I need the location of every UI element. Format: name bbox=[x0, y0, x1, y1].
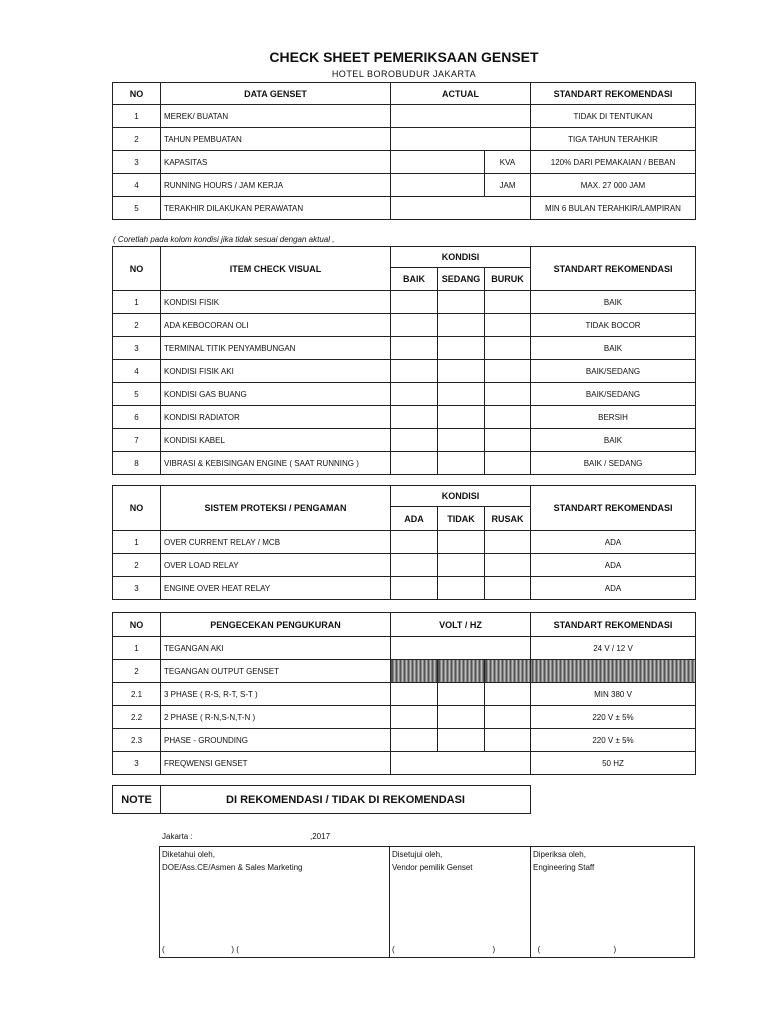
check-cell[interactable] bbox=[391, 531, 438, 554]
check-cell[interactable] bbox=[438, 554, 485, 577]
row-standart: ADA bbox=[531, 531, 696, 554]
table-row bbox=[113, 406, 696, 429]
row-item: 2 PHASE ( R-N,S-N,T-N ) bbox=[161, 706, 391, 729]
signature-line2: DOE/Ass.CE/Asmen & Sales Marketing bbox=[162, 863, 303, 872]
row-item: TEGANGAN OUTPUT GENSET bbox=[161, 660, 391, 683]
actual-cell[interactable] bbox=[391, 197, 531, 220]
row-no: 3 bbox=[113, 577, 161, 600]
header-item-check-visual: ITEM CHECK VISUAL bbox=[161, 247, 391, 291]
table-row bbox=[113, 752, 696, 775]
page-subtitle: HOTEL BOROBUDUR JAKARTA bbox=[331, 69, 477, 79]
row-item: TAHUN PEMBUATAN bbox=[161, 128, 391, 151]
row-item: KONDISI KABEL bbox=[161, 429, 391, 452]
check-cell[interactable] bbox=[485, 383, 531, 406]
row-item: KONDISI GAS BUANG bbox=[161, 383, 391, 406]
table-row bbox=[113, 531, 696, 554]
check-cell[interactable] bbox=[438, 291, 485, 314]
check-cell[interactable] bbox=[438, 383, 485, 406]
table-row bbox=[113, 314, 696, 337]
check-cell[interactable] bbox=[391, 577, 438, 600]
row-item: ENGINE OVER HEAT RELAY bbox=[161, 577, 391, 600]
row-standart: 24 V / 12 V bbox=[531, 637, 696, 660]
table-row bbox=[113, 383, 696, 406]
check-cell[interactable] bbox=[485, 314, 531, 337]
row-standart: MAX. 27 000 JAM bbox=[531, 174, 696, 197]
row-item: KONDISI FISIK AKI bbox=[161, 360, 391, 383]
row-item: TERMINAL TITIK PENYAMBUNGAN bbox=[161, 337, 391, 360]
row-no: 3 bbox=[113, 337, 161, 360]
row-item: OVER CURRENT RELAY / MCB bbox=[161, 531, 391, 554]
check-cell[interactable] bbox=[391, 314, 438, 337]
check-cell[interactable] bbox=[438, 360, 485, 383]
signature-line1: Disetujui oleh, bbox=[392, 850, 443, 859]
row-item: VIBRASI & KEBISINGAN ENGINE ( SAAT RUNNING ) bbox=[161, 452, 391, 475]
check-cell[interactable] bbox=[391, 383, 438, 406]
check-cell[interactable] bbox=[485, 577, 531, 600]
signature-bracket: ( ) bbox=[392, 945, 496, 954]
check-cell[interactable] bbox=[438, 706, 485, 729]
row-item: TERAKHIR DILAKUKAN PERAWATAN bbox=[161, 197, 391, 220]
signature-line2: Vendor pemilik Genset bbox=[392, 863, 473, 872]
check-cell[interactable] bbox=[391, 452, 438, 475]
actual-cell[interactable] bbox=[391, 105, 531, 128]
value-cell[interactable] bbox=[391, 637, 531, 660]
row-no: 2 bbox=[113, 128, 161, 151]
header-actual: ACTUAL bbox=[391, 83, 531, 105]
row-no: 5 bbox=[113, 197, 161, 220]
row-no: 2.1 bbox=[113, 683, 161, 706]
table-row bbox=[113, 660, 696, 683]
row-standart: BAIK / SEDANG bbox=[531, 452, 696, 475]
row-standart: ADA bbox=[531, 554, 696, 577]
table-row bbox=[113, 337, 696, 360]
row-no: 4 bbox=[113, 360, 161, 383]
row-no: 3 bbox=[113, 752, 161, 775]
table-row bbox=[113, 360, 696, 383]
signature-box-approved[interactable] bbox=[390, 846, 531, 958]
row-no: 1 bbox=[113, 105, 161, 128]
signature-box-acknowledged[interactable] bbox=[159, 846, 390, 958]
header-volt-hz: VOLT / HZ bbox=[391, 613, 531, 637]
header-no: NO bbox=[113, 83, 161, 105]
row-no: 4 bbox=[113, 174, 161, 197]
row-standart: MIN 6 BULAN TERAHKIR/LAMPIRAN bbox=[531, 197, 696, 220]
actual-cell[interactable] bbox=[391, 151, 485, 174]
check-cell[interactable] bbox=[391, 429, 438, 452]
check-cell[interactable] bbox=[485, 429, 531, 452]
check-cell[interactable] bbox=[438, 337, 485, 360]
measurement-table bbox=[112, 612, 696, 775]
table-row bbox=[113, 197, 696, 220]
row-standart: TIGA TAHUN TERAHKIR bbox=[531, 128, 696, 151]
header-no: NO bbox=[113, 613, 161, 637]
header-baik: BAIK bbox=[391, 268, 438, 291]
header-sistem-proteksi: SISTEM PROTEKSI / PENGAMAN bbox=[161, 486, 391, 531]
check-cell[interactable] bbox=[485, 406, 531, 429]
row-standart: TIDAK DI TENTUKAN bbox=[531, 105, 696, 128]
signature-place: Jakarta : bbox=[162, 832, 193, 841]
check-cell[interactable] bbox=[438, 683, 485, 706]
check-cell[interactable] bbox=[485, 531, 531, 554]
row-no: 5 bbox=[113, 383, 161, 406]
table-row bbox=[113, 729, 696, 752]
row-no: 2.3 bbox=[113, 729, 161, 752]
row-item: MEREK/ BUATAN bbox=[161, 105, 391, 128]
row-no: 7 bbox=[113, 429, 161, 452]
table-row bbox=[113, 577, 696, 600]
row-standart: BAIK/SEDANG bbox=[531, 383, 696, 406]
check-cell[interactable] bbox=[485, 706, 531, 729]
actual-cell[interactable] bbox=[391, 128, 531, 151]
check-cell[interactable] bbox=[485, 452, 531, 475]
protection-system-table bbox=[112, 485, 696, 600]
check-cell[interactable] bbox=[391, 683, 438, 706]
table-row bbox=[113, 291, 696, 314]
value-cell[interactable] bbox=[391, 752, 531, 775]
header-data-genset: DATA GENSET bbox=[161, 83, 391, 105]
check-cell[interactable] bbox=[485, 337, 531, 360]
row-no: 8 bbox=[113, 452, 161, 475]
row-no: 2 bbox=[113, 314, 161, 337]
note-label: NOTE bbox=[113, 786, 161, 813]
note-text: DI REKOMENDASI / TIDAK DI REKOMENDASI bbox=[226, 793, 465, 806]
check-cell bbox=[485, 660, 531, 683]
row-unit: KVA bbox=[485, 151, 531, 174]
check-cell[interactable] bbox=[391, 337, 438, 360]
header-no: NO bbox=[113, 486, 161, 531]
check-cell[interactable] bbox=[485, 291, 531, 314]
header-standart: STANDART REKOMENDASI bbox=[531, 613, 696, 637]
check-cell[interactable] bbox=[438, 729, 485, 752]
row-standart: BERSIH bbox=[531, 406, 696, 429]
instruction-note: ( Coretlah pada kolom kondisi jika tidak sesuai dengan aktual , bbox=[113, 235, 335, 244]
row-standart: BAIK/SEDANG bbox=[531, 360, 696, 383]
table-row bbox=[113, 105, 696, 128]
check-cell[interactable] bbox=[391, 729, 438, 752]
table-row bbox=[113, 429, 696, 452]
table-row bbox=[113, 128, 696, 151]
header-pengecekan: PENGECEKAN PENGUKURAN bbox=[161, 613, 391, 637]
header-ada: ADA bbox=[391, 507, 438, 531]
row-standart: 220 V ± 5% bbox=[531, 729, 696, 752]
check-cell[interactable] bbox=[391, 554, 438, 577]
table-row bbox=[113, 452, 696, 475]
row-unit: JAM bbox=[485, 174, 531, 197]
row-no: 2.2 bbox=[113, 706, 161, 729]
row-no: 1 bbox=[113, 291, 161, 314]
check-cell[interactable] bbox=[438, 429, 485, 452]
row-standart: BAIK bbox=[531, 429, 696, 452]
row-item: PHASE - GROUNDING bbox=[161, 729, 391, 752]
check-cell[interactable] bbox=[438, 531, 485, 554]
row-item: RUNNING HOURS / JAM KERJA bbox=[161, 174, 391, 197]
signature-line2: Engineering Staff bbox=[533, 863, 595, 872]
header-kondisi: KONDISI bbox=[391, 486, 531, 507]
row-item: TEGANGAN AKI bbox=[161, 637, 391, 660]
signature-bracket: ( ) ( bbox=[162, 945, 239, 954]
table-row bbox=[113, 174, 696, 197]
check-cell[interactable] bbox=[485, 683, 531, 706]
header-tidak: TIDAK bbox=[438, 507, 485, 531]
signature-line1: Diperiksa oleh, bbox=[533, 850, 586, 859]
row-no: 1 bbox=[113, 637, 161, 660]
row-item: FREQWENSI GENSET bbox=[161, 752, 391, 775]
visual-check-table bbox=[112, 246, 696, 475]
row-standart: MIN 380 V bbox=[531, 683, 696, 706]
signature-line1: Diketahui oleh, bbox=[162, 850, 215, 859]
header-standart: STANDART REKOMENDASI bbox=[531, 486, 696, 531]
row-item: 3 PHASE ( R-S, R-T, S-T ) bbox=[161, 683, 391, 706]
row-item: KONDISI FISIK bbox=[161, 291, 391, 314]
header-standart: STANDART REKOMENDASI bbox=[531, 83, 696, 105]
check-cell bbox=[438, 660, 485, 683]
signature-bracket: ( ) bbox=[533, 945, 617, 954]
check-cell[interactable] bbox=[438, 452, 485, 475]
header-buruk: BURUK bbox=[485, 268, 531, 291]
row-item: OVER LOAD RELAY bbox=[161, 554, 391, 577]
signature-year: ,2017 bbox=[310, 832, 331, 841]
check-cell[interactable] bbox=[438, 406, 485, 429]
check-cell[interactable] bbox=[438, 314, 485, 337]
row-standart: BAIK bbox=[531, 337, 696, 360]
row-standart: 220 V ± 5% bbox=[531, 706, 696, 729]
row-item: ADA KEBOCORAN OLI bbox=[161, 314, 391, 337]
row-no: 2 bbox=[113, 554, 161, 577]
row-standart: TIDAK BOCOR bbox=[531, 314, 696, 337]
table-row bbox=[113, 554, 696, 577]
row-no: 3 bbox=[113, 151, 161, 174]
header-kondisi: KONDISI bbox=[391, 247, 531, 268]
actual-cell[interactable] bbox=[391, 174, 485, 197]
check-cell[interactable] bbox=[485, 554, 531, 577]
row-standart bbox=[531, 660, 696, 683]
header-rusak: RUSAK bbox=[485, 507, 531, 531]
genset-data-table bbox=[112, 82, 696, 220]
page-title: CHECK SHEET PEMERIKSAAN GENSET bbox=[269, 49, 539, 65]
check-cell[interactable] bbox=[438, 577, 485, 600]
table-row bbox=[113, 706, 696, 729]
row-standart: BAIK bbox=[531, 291, 696, 314]
check-cell[interactable] bbox=[485, 360, 531, 383]
check-cell[interactable] bbox=[391, 406, 438, 429]
row-standart: ADA bbox=[531, 577, 696, 600]
header-no: NO bbox=[113, 247, 161, 291]
signature-box-checked[interactable] bbox=[530, 846, 695, 958]
table-row bbox=[113, 683, 696, 706]
table-row bbox=[113, 637, 696, 660]
check-cell[interactable] bbox=[391, 291, 438, 314]
row-item: KONDISI RADIATOR bbox=[161, 406, 391, 429]
check-cell[interactable] bbox=[485, 729, 531, 752]
header-standart: STANDART REKOMENDASI bbox=[531, 247, 696, 291]
table-row bbox=[113, 151, 696, 174]
recommendation-note bbox=[112, 785, 531, 814]
check-cell[interactable] bbox=[391, 706, 438, 729]
row-no: 2 bbox=[113, 660, 161, 683]
row-no: 6 bbox=[113, 406, 161, 429]
row-no: 1 bbox=[113, 531, 161, 554]
row-item: KAPASITAS bbox=[161, 151, 391, 174]
header-sedang: SEDANG bbox=[438, 268, 485, 291]
row-standart: 120% DARI PEMAKAIAN / BEBAN bbox=[531, 151, 696, 174]
check-cell[interactable] bbox=[391, 360, 438, 383]
row-standart: 50 HZ bbox=[531, 752, 696, 775]
check-cell bbox=[391, 660, 438, 683]
